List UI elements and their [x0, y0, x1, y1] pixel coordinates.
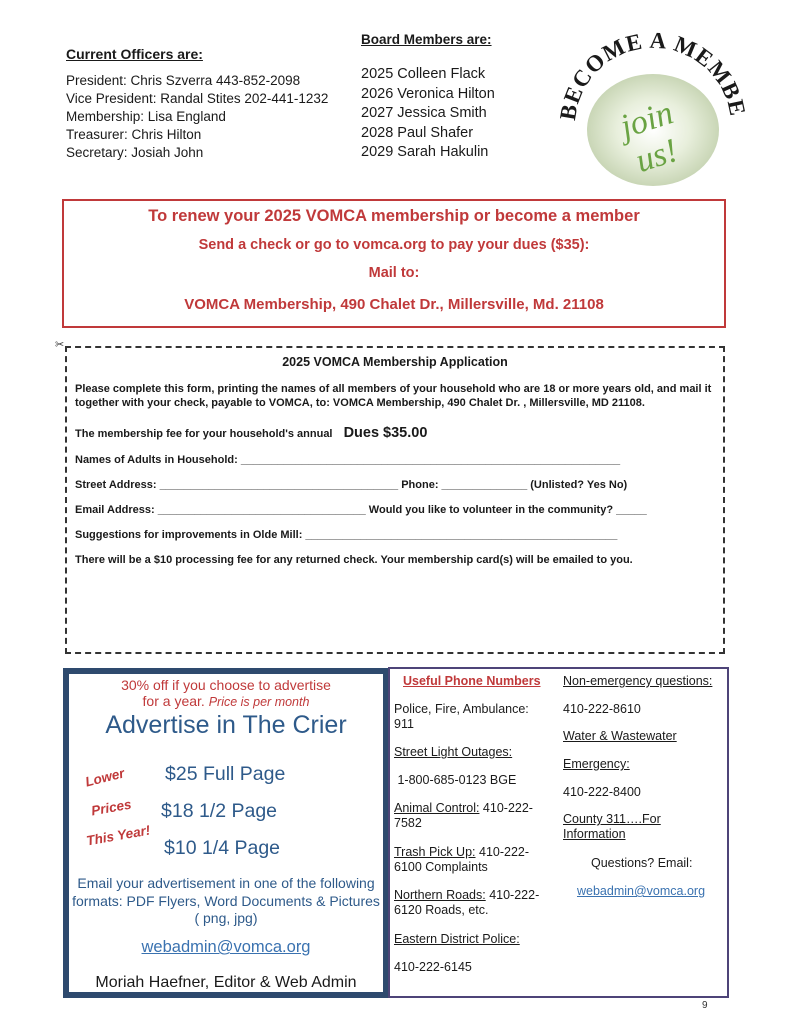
renew-instructions: Send a check or go to vomca.org to pay your dues ($35): [198, 237, 590, 253]
application-instructions: Please complete this form, printing the names of all members of your household who are 18 or more years old, and mail it together with your check, payable to VOMCA, to: VOMCA Membership, 490 Chalet Dr. , Millersville, MD 21108. [75, 383, 712, 409]
eastern-police-label: Eastern District Police: [394, 932, 520, 946]
lower-prices-label: Prices [90, 796, 133, 819]
membership-application-form [65, 346, 725, 654]
street-phone-field[interactable]: Street Address: _______________________________________ Phone: ______________ (Unlisted? Yes No) [75, 479, 628, 491]
officers-heading: Current Officers are: [66, 46, 203, 62]
advertise-box [63, 668, 389, 998]
officer-president: President: Chris Szverra 443-852-2098 [66, 73, 301, 88]
board-member: 2025 Colleen Flack [361, 66, 486, 82]
fee-line [75, 425, 715, 441]
logo-arc-text: BECOME A MEMBE [555, 27, 750, 122]
northern-roads-number: 410-222-6120 Roads, etc. [394, 888, 540, 917]
logo-us-text: us! [631, 131, 683, 181]
streetlight-number: 1-800-685-0123 BGE [394, 773, 517, 787]
adults-field[interactable]: Names of Adults in Household: ______________________________________________________________ [75, 454, 621, 466]
county-311-label: County 311….For Information [563, 812, 661, 841]
renew-membership-box [62, 199, 726, 328]
officer-secretary: Secretary: Josiah John [66, 145, 204, 160]
officer-vice-president: Vice President: Randal Stites 202-441-1232 [66, 91, 329, 106]
page-number: 9 [702, 1000, 708, 1011]
animal-control-label: Animal Control: [394, 801, 480, 815]
lower-prices-label: This Year! [85, 822, 152, 849]
logo-graphic [550, 14, 750, 194]
questions-email-label: Questions? Email: [591, 856, 693, 870]
emergency-label: Emergency: [563, 757, 630, 771]
officer-treasurer: Treasurer: Chris Hilton [66, 127, 202, 142]
board-member: 2028 Paul Shafer [361, 124, 474, 141]
price-quarter-page: $10 1/4 Page [164, 837, 281, 859]
northern-roads-label: Northern Roads: [394, 888, 486, 902]
processing-fee-note: There will be a $10 processing fee for any returned check. Your membership card(s) will be emailed to you. [75, 554, 633, 566]
board-member: 2029 Sarah Hakulin [361, 144, 489, 160]
lower-prices-label: Lower [83, 765, 126, 790]
police-label: Police, Fire, Ambulance: [394, 702, 529, 716]
northern-roads [394, 888, 559, 918]
eastern-police-number: 410-222-6145 [394, 960, 472, 974]
scissors-icon: ✂ [55, 339, 65, 351]
logo-join-text: join [615, 94, 678, 146]
phones-header: Useful Phone Numbers [403, 674, 541, 688]
email-formats-info: Email your advertisement in one of the following formats: PDF Flyers, Word Documents & Pictures ( png, jpg) [72, 875, 380, 926]
renew-address: VOMCA Membership, 490 Chalet Dr., Millersville, Md. 21108 [184, 296, 604, 313]
price-full-page: $25 Full Page [165, 763, 286, 785]
officer-membership: Membership: Lisa England [66, 109, 226, 124]
trash-pickup-label: Trash Pick Up: [394, 845, 476, 859]
price-note: Price is per month [208, 695, 310, 709]
advert-email-link[interactable]: webadmin@vomca.org [141, 938, 311, 956]
editor-credit: Moriah Haefner, Editor & Web Admin [95, 974, 357, 991]
suggestions-field[interactable]: Suggestions for improvements in Olde Mill: ___________________________________________________ [75, 529, 618, 541]
become-a-member-logo [550, 14, 750, 194]
nonemergency-number: 410-222-8610 [563, 702, 641, 716]
animal-control [394, 801, 554, 831]
webadmin-email-link[interactable]: webadmin@vomca.org [577, 884, 706, 898]
nonemergency-label: Non-emergency questions: [563, 674, 713, 688]
discount-line: 30% off if you choose to advertise [121, 677, 331, 693]
discount-line-2 [69, 693, 383, 709]
discount-year: for a year. [142, 693, 205, 709]
board-heading: Board Members are: [361, 32, 492, 47]
police-number: 911 [394, 717, 414, 731]
dues-amount: Dues $35.00 [343, 425, 428, 441]
trash-pickup [394, 845, 554, 875]
board-member: 2027 Jessica Smith [361, 105, 487, 121]
trash-pickup-number: 410-222-6100 Complaints [394, 845, 530, 874]
renew-mail-to: Mail to: [368, 265, 420, 281]
fee-text: The membership fee for your household's annual [75, 428, 333, 440]
streetlight-label: Street Light Outages: [394, 745, 513, 759]
board-member: 2026 Veronica Hilton [361, 85, 495, 102]
animal-control-number: 410-222-7582 [394, 801, 533, 830]
water-label: Water & Wastewater [563, 729, 677, 743]
price-half-page: $18 1/2 Page [161, 800, 278, 822]
advertise-headline: Advertise in The Crier [105, 711, 347, 739]
emergency-number: 410-222-8400 [563, 785, 641, 799]
renew-headline: To renew your 2025 VOMCA membership or become a member [148, 207, 640, 225]
application-title: 2025 VOMCA Membership Application [282, 355, 508, 369]
useful-phone-numbers-box [388, 667, 729, 998]
email-volunteer-field[interactable]: Email Address: __________________________________ Would you like to volunteer in the community? _____ [75, 504, 647, 516]
board-members [361, 32, 561, 163]
current-officers [66, 46, 366, 162]
